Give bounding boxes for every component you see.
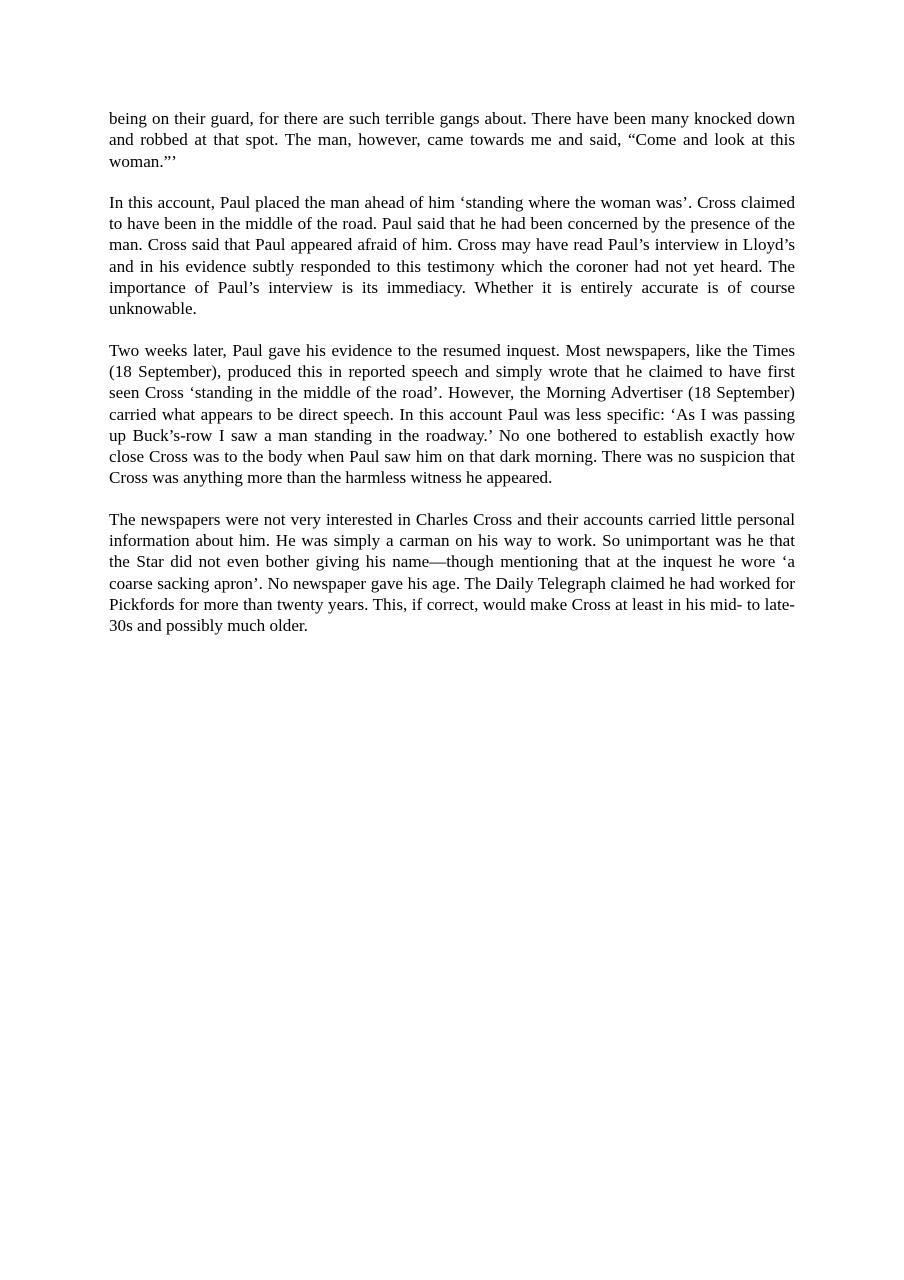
paragraph-1: being on their guard, for there are such terrible gangs about. There have been many knocked down and robbed at that spot. The man, however, came towards me and said, “Come and look at this woman.”’ — [109, 109, 795, 171]
document-page — [109, 108, 795, 657]
paragraph-3: Two weeks later, Paul gave his evidence to the resumed inquest. Most newspapers, like the Times (18 September), produced this in reported speech and simply wrote that he claimed to have first seen Cross ‘standing in the middle of the road’. However, the Morning Advertiser (18 September) carried what appears to be direct speech. In this account Paul was less specific: ‘As I was passing up Buck’s-row I saw a man standing in the roadway.’ No one bothered to establish exactly how close Cross was to the body when Paul saw him on that dark morning. There was no suspicion that Cross was anything more than the harmless witness he appeared. — [109, 340, 795, 488]
paragraph-2: In this account, Paul placed the man ahead of him ‘standing where the woman was’. Cross claimed to have been in the middle of the road. Paul said that he had been concerned by the presence of the man. Cross said that Paul appeared afraid of him. Cross may have read Paul’s interview in Lloyd’s and in his evidence subtly responded to this testimony which the coroner had not yet heard. The importance of Paul’s interview is its immediacy. Whether it is entirely accurate is of course unknowable. — [109, 192, 795, 319]
paragraph-4: The newspapers were not very interested in Charles Cross and their accounts carried little personal information about him. He was simply a carman on his way to work. So unimportant was he that the Star did not even bother giving his name—though mentioning that at the inquest he wore ‘a coarse sacking apron’. No newspaper gave his age. The Daily Telegraph claimed he had worked for Pickfords for more than twenty years. This, if correct, would make Cross at least in his mid- to late-30s and possibly much older. — [109, 509, 795, 636]
